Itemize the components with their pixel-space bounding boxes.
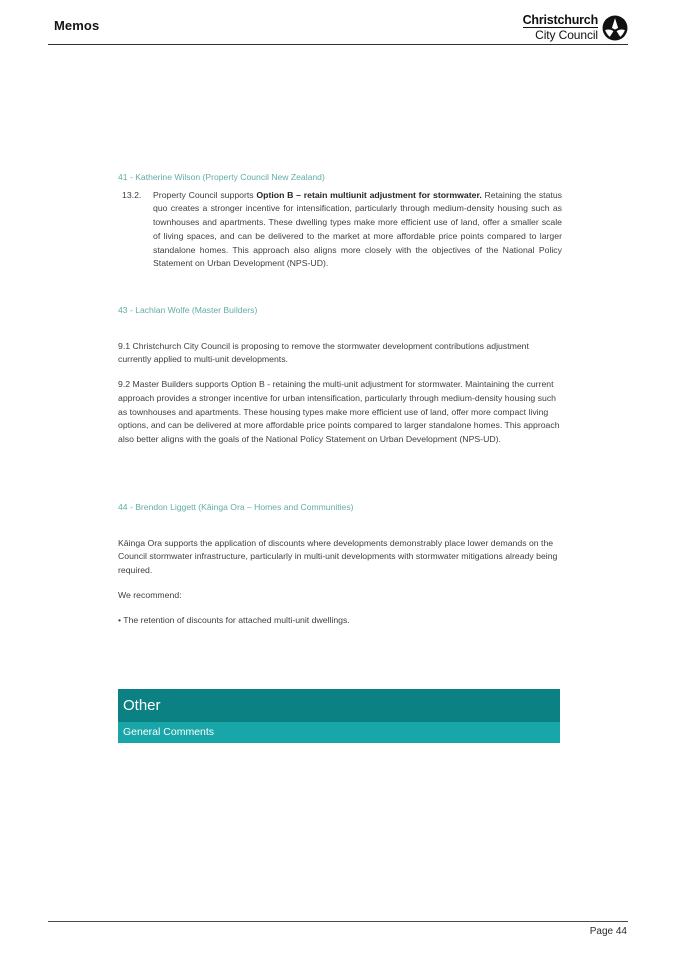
section-banner [118, 689, 560, 743]
submitter-heading: 44 - Brendon Liggett (Kāinga Ora – Homes and Communities) [118, 501, 354, 512]
item-bold-text: Option B – retain multiunit adjustment for stormwater. [256, 189, 482, 200]
submission-section-44 [118, 502, 562, 627]
recommendation-intro: We recommend: [118, 589, 182, 600]
council-logo-wordmark [523, 14, 598, 42]
document-body [118, 172, 562, 638]
item-text-before-bold: Property Council supports [153, 189, 257, 200]
submitter-heading: 41 - Katherine Wilson (Property Council New Zealand) [118, 172, 325, 182]
submission-section-41 [118, 172, 562, 271]
paragraph-9-1: 9.1 Christchurch City Council is proposing to remove the stormwater development contributions adjustment currently applied to multi-unit developments. [118, 340, 529, 365]
page-header [48, 14, 628, 44]
page-title: Memos [54, 18, 100, 33]
heading-spacer [118, 322, 562, 340]
recommendation-bullet: • The retention of discounts for attached multi-unit dwellings. [118, 614, 350, 625]
council-logo-line1: Christchurch [522, 13, 598, 27]
banner-main-label: Other [123, 697, 161, 714]
council-logo-line2: City Council [535, 28, 598, 43]
kainga-ora-statement: Kāinga Ora supports the application of discounts where developments demonstrably place lower demands on the Council stormwater infrastructure, particularly in multi-unit developments with stormwater mitigations already being required. [118, 537, 558, 576]
banner-main-band [118, 689, 560, 722]
submitter-heading: 43 - Lachlan Wolfe (Master Builders) [118, 305, 258, 316]
header-divider [48, 44, 628, 45]
banner-sub-band [118, 722, 560, 743]
section-spacer [118, 458, 562, 502]
paragraph-9-2: 9.2 Master Builders supports Option B - retaining the multi-unit adjustment for stormwater. Maintaining the current approach provides a stronger incentive for urban intensification, particularly through medium-density housing such as townhouses and apartments. These housing types make more efficient use of land, offer more compact living options, and can be delivered at more affordable price points compared to larger standalone homes. This approach also better aligns with the goals of the National Policy Statement on Urban Development (NPS-UD). [118, 379, 560, 445]
council-emblem-icon [602, 15, 628, 41]
heading-spacer [118, 519, 562, 537]
page-number: Page 44 [589, 926, 627, 937]
item-number: 13.2. [122, 189, 142, 200]
submission-section-43 [118, 305, 562, 447]
section-spacer [118, 277, 562, 305]
numbered-item-13-2 [118, 189, 562, 272]
footer-divider [48, 921, 628, 922]
banner-sub-label: General Comments [123, 726, 215, 739]
council-logo [523, 14, 628, 42]
item-text-after-bold: Retaining the status quo creates a stronger incentive for intensification, particularly through medium-density housing such as townhouses and apartments. These dwelling types make more efficient use of land, offer a smaller scale of living spaces, and can be delivered to the market at more affordable price points compared to larger standalone homes. This approach also aligns more closely with the objectives of the National Policy Statement on Urban Development (NPS-UD). [153, 189, 563, 269]
